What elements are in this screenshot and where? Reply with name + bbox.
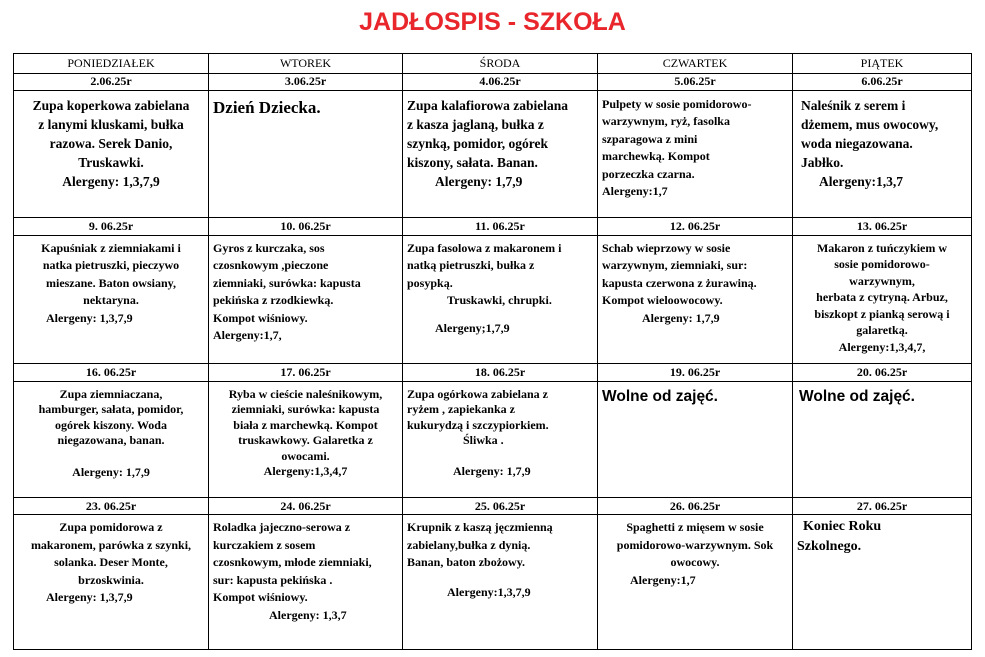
date-cell: 27. 06.25r xyxy=(793,497,972,514)
dish-line: Zupa fasolowa z makaronem i xyxy=(407,240,562,255)
allergens-label: Alergeny: 1,7,9 xyxy=(453,463,531,478)
dish-line: z kasza jaglaną, bułka z xyxy=(407,116,544,132)
dish-line: niegazowana, banan. xyxy=(57,433,165,448)
dish-line: Kompot wiśniowy. xyxy=(213,590,308,605)
allergens-label: Alergeny: 1,7,9 xyxy=(642,310,720,325)
date-cell: 17. 06.25r xyxy=(209,364,403,381)
dish-line: truskawkowy. Galaretka z xyxy=(238,433,373,448)
dish-line: mieszane. Baton owsiany, xyxy=(45,275,176,290)
dish-line: kapusta czerwona z żurawiną. xyxy=(602,275,757,290)
dish-line: marchewką. Kompot xyxy=(602,149,710,164)
dish-line: Zupa ziemniaczana, xyxy=(59,386,163,401)
menu-cell xyxy=(403,515,598,650)
dish-line: Gyros z kurczaka, sos xyxy=(213,240,325,255)
menu-cell xyxy=(14,90,209,217)
allergens-label: Alergeny;1,7,9 xyxy=(435,320,510,335)
allergens-label: Alergeny: 1,3,7,9 xyxy=(46,310,133,325)
allergens-label: Alergeny:1,3,4,7 xyxy=(263,464,348,479)
dish-line: herbata z cytryną. Arbuz, xyxy=(816,290,948,305)
dish-line: Makaron z tuńczykiem w xyxy=(816,240,948,255)
date-row xyxy=(14,364,972,381)
allergens-label: Alergeny:1,3,4,7, xyxy=(838,339,926,354)
dish-line: Kompot wiśniowy. xyxy=(213,310,308,325)
allergens-label: Alergeny:1,3,7 xyxy=(819,173,903,189)
dish-line: Schab wieprzowy w sosie xyxy=(602,240,731,255)
date-row xyxy=(14,73,972,90)
dish-line: biszkopt z pianką serową i xyxy=(814,306,950,321)
dish-line: kurczakiem z sosem xyxy=(213,537,316,552)
dish-line: kukurydzą i szczypiorkiem. xyxy=(407,417,549,432)
dish-line: czosnkowym, młode ziemniaki, xyxy=(213,555,372,570)
menu-row xyxy=(14,515,972,650)
dish-line: owocami. xyxy=(281,448,330,463)
allergens-label: Alergeny: 1,7,9 xyxy=(435,173,523,189)
allergens-label: Alergeny:1,7 xyxy=(630,572,696,587)
dish-line: ziemniaki, surówka: kapusta xyxy=(213,275,361,290)
dish-line: warzywnym, ziemniaki, sur: xyxy=(602,258,748,273)
dish-line: Kapuśniak z ziemniakami i xyxy=(41,240,181,255)
day-header-tuesday: WTOREK xyxy=(209,54,403,74)
dish-line: warzywnym, ryż, fasolka xyxy=(602,114,730,129)
dish-line: solanka. Deser Monte, xyxy=(54,555,168,570)
dish-line: Jabłko. xyxy=(801,154,844,170)
date-cell: 25. 06.25r xyxy=(403,497,598,514)
dish-line: z lanymi kluskami, bułka xyxy=(38,116,184,132)
dish-line: Wolne od zajęć. xyxy=(799,387,915,405)
date-cell: 3.06.25r xyxy=(209,73,403,90)
menu-table xyxy=(13,53,972,650)
dish-line: warzywnym, xyxy=(849,273,915,288)
allergens-label: Alergeny: 1,3,7,9 xyxy=(46,590,133,605)
date-cell: 9. 06.25r xyxy=(14,218,209,235)
dish-line: galaretką. xyxy=(856,323,908,338)
dish-line: Kompot wieloowocowy. xyxy=(602,293,723,308)
menu-cell xyxy=(14,515,209,650)
dish-line: makaronem, parówka z szynki, xyxy=(30,537,192,552)
dish-line: Śliwka . xyxy=(463,433,504,448)
dish-line: Krupnik z kaszą jęczmienną xyxy=(407,520,553,535)
menu-cell xyxy=(793,515,972,650)
menu-cell xyxy=(793,381,972,497)
dish-line: pomidorowo-warzywnym. Sok xyxy=(616,537,774,552)
dish-line: Banan, baton zbożowy. xyxy=(407,555,526,570)
date-cell: 16. 06.25r xyxy=(14,364,209,381)
dish-line: Truskawki, chrupki. xyxy=(447,293,552,308)
dish-line: woda niegazowana. xyxy=(801,135,913,151)
dish-line: Pulpety w sosie pomidorowo- xyxy=(602,96,752,111)
day-header-row xyxy=(14,54,972,74)
dish-line: porzeczka czarna. xyxy=(602,166,695,181)
dish-line: ogórek kiszony. Woda xyxy=(55,417,167,432)
dish-line: sosie pomidorowo- xyxy=(834,257,930,272)
menu-cell xyxy=(14,381,209,497)
menu-cell xyxy=(14,235,209,363)
dish-line: biała z marchewką. Kompot xyxy=(233,417,378,432)
day-header-wednesday: ŚRODA xyxy=(403,54,598,74)
menu-row xyxy=(14,90,972,217)
dish-line: dżemem, mus owocowy, xyxy=(801,116,939,132)
menu-cell xyxy=(209,235,403,363)
allergens-label: Alergeny:1,7 xyxy=(602,184,668,199)
menu-row xyxy=(14,235,972,363)
dish-line: Zupa ogórkowa zabielana z xyxy=(407,386,549,401)
dish-line: natką pietruszki, bułka z xyxy=(407,258,535,273)
allergens-label: Alergeny: 1,7,9 xyxy=(72,464,150,479)
dish-line: hamburger, sałata, pomidor, xyxy=(38,402,184,417)
dish-line: Szkolnego. xyxy=(797,539,862,555)
date-cell: 11. 06.25r xyxy=(403,218,598,235)
dish-line: szynką, pomidor, ogórek xyxy=(407,135,549,151)
dish-line: Roladka jajeczno-serowa z xyxy=(213,520,351,535)
day-header-friday: PIĄTEK xyxy=(793,54,972,74)
day-header-thursday: CZWARTEK xyxy=(598,54,793,74)
menu-cell xyxy=(209,381,403,497)
dish-line: Dzień Dziecka. xyxy=(213,97,321,117)
dish-line: razowa. Serek Danio, xyxy=(49,135,173,151)
dish-line: nektaryna. xyxy=(83,293,139,308)
menu-cell xyxy=(598,235,793,363)
dish-line: Koniec Roku xyxy=(803,519,882,535)
menu-cell xyxy=(403,90,598,217)
dish-line: czosnkowym ,pieczone xyxy=(213,258,329,273)
day-header-monday: PONIEDZIAŁEK xyxy=(14,54,209,74)
menu-cell xyxy=(793,235,972,363)
date-cell: 5.06.25r xyxy=(598,73,793,90)
menu-cell xyxy=(403,381,598,497)
dish-line: szparagowa z mini xyxy=(602,131,698,146)
dish-line: Ryba w cieście naleśnikowym, xyxy=(228,386,383,401)
page-title: JADŁOSPIS - SZKOŁA xyxy=(359,8,626,36)
dish-line: ziemniaki, surówka: kapusta xyxy=(231,402,380,417)
date-cell: 19. 06.25r xyxy=(598,364,793,381)
dish-line: sur: kapusta pekińska . xyxy=(213,572,333,587)
date-cell: 24. 06.25r xyxy=(209,497,403,514)
dish-line: kiszony, sałata. Banan. xyxy=(407,154,538,170)
menu-cell xyxy=(598,381,793,497)
dish-line: natka pietruszki, pieczywo xyxy=(42,258,180,273)
dish-line: Zupa kalafiorowa zabielana xyxy=(407,97,569,113)
dish-line: ryżem , zapiekanka z xyxy=(407,402,515,417)
menu-cell xyxy=(209,90,403,217)
dish-line: Zupa pomidorowa z xyxy=(59,520,163,535)
date-cell: 12. 06.25r xyxy=(598,218,793,235)
date-cell: 26. 06.25r xyxy=(598,497,793,514)
menu-row xyxy=(14,381,972,497)
allergens-label: Alergeny: 1,3,7,9 xyxy=(62,173,160,189)
dish-line: Truskawki. xyxy=(78,154,144,170)
menu-cell xyxy=(598,90,793,217)
menu-cell xyxy=(209,515,403,650)
date-cell: 20. 06.25r xyxy=(793,364,972,381)
dish-line: Wolne od zajęć. xyxy=(602,387,718,405)
date-cell: 13. 06.25r xyxy=(793,218,972,235)
date-cell: 4.06.25r xyxy=(403,73,598,90)
dish-line: pekińska z rzodkiewką. xyxy=(213,293,334,308)
date-row xyxy=(14,218,972,235)
date-cell: 18. 06.25r xyxy=(403,364,598,381)
dish-line: owocowy. xyxy=(670,555,720,570)
dish-line: Naleśnik z serem i xyxy=(801,97,906,113)
dish-line: brzoskwinia. xyxy=(78,572,144,587)
allergens-label: Alergeny:1,7, xyxy=(213,328,282,343)
menu-cell xyxy=(598,515,793,650)
allergens-label: Alergeny: 1,3,7 xyxy=(269,607,347,622)
dish-line: Spaghetti z mięsem w sosie xyxy=(626,520,764,535)
date-cell: 23. 06.25r xyxy=(14,497,209,514)
dish-line: posypką. xyxy=(407,275,453,290)
date-cell: 10. 06.25r xyxy=(209,218,403,235)
date-row xyxy=(14,497,972,514)
menu-cell xyxy=(403,235,598,363)
date-cell: 2.06.25r xyxy=(14,73,209,90)
dish-line: Zupa koperkowa zabielana xyxy=(32,97,190,113)
allergens-label: Alergeny:1,3,7,9 xyxy=(447,584,531,599)
dish-line: zabielany,bułka z dynią. xyxy=(407,537,531,552)
date-cell: 6.06.25r xyxy=(793,73,972,90)
menu-cell xyxy=(793,90,972,217)
